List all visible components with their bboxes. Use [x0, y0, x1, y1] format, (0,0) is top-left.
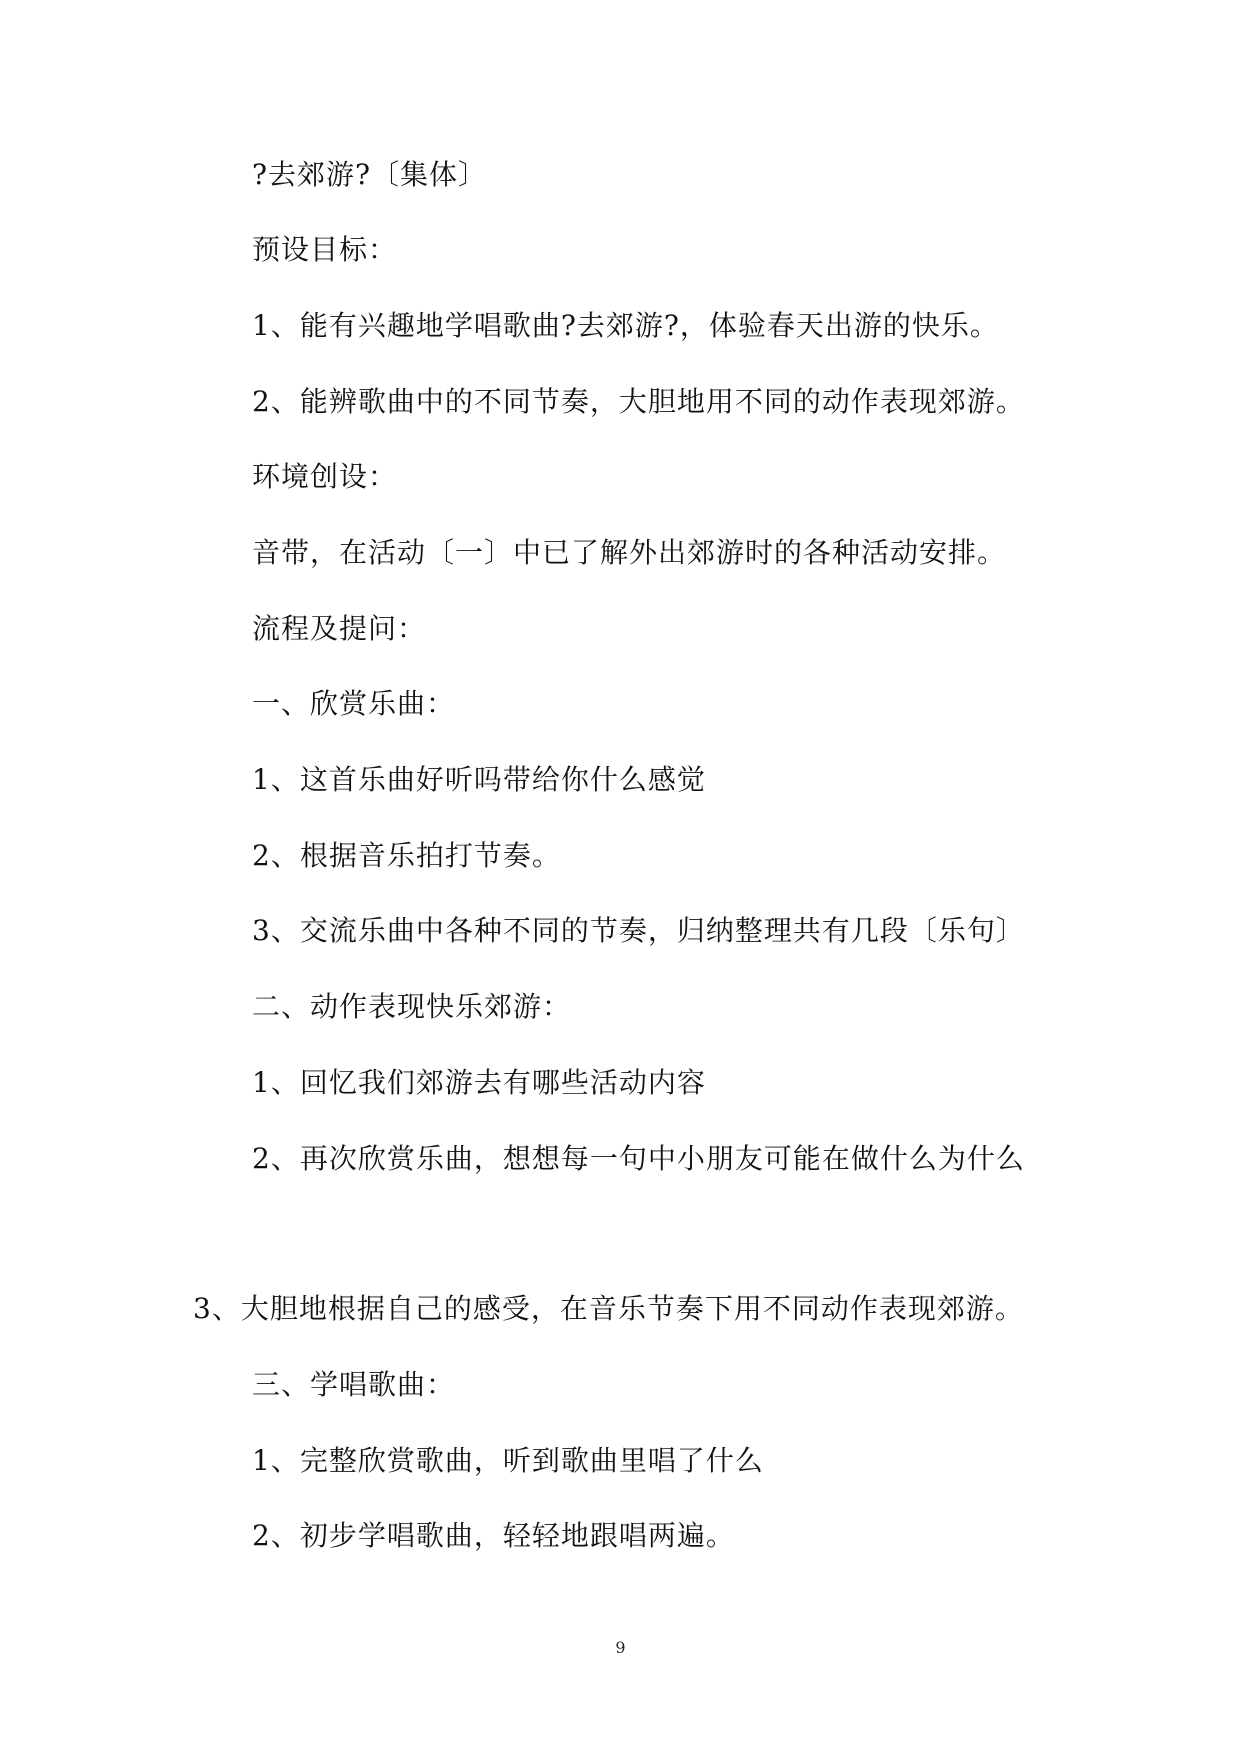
goal-item-2: 2、能辨歌曲中的不同节奏，大胆地用不同的动作表现郊游。	[252, 385, 1025, 418]
section-2-heading: 二、动作表现快乐郊游：	[252, 990, 572, 1023]
goal-item-1: 1、能有兴趣地学唱歌曲?去郊游?，体验春天出游的快乐。	[252, 309, 999, 342]
section-3-item-1: 1、完整欣赏歌曲，听到歌曲里唱了什么	[252, 1444, 764, 1477]
section-2-item-2: 2、再次欣赏乐曲，想想每一句中小朋友可能在做什么为什么	[252, 1142, 1025, 1175]
section-1-item-2: 2、根据音乐拍打节奏。	[252, 839, 561, 872]
environment-text: 音带，在活动〔一〕中已了解外出郊游时的各种活动安排。	[252, 536, 1007, 569]
section-1-heading: 一、欣赏乐曲：	[252, 687, 456, 720]
section-2-item-1: 1、回忆我们郊游去有哪些活动内容	[252, 1066, 706, 1099]
section-1-item-1: 1、这首乐曲好听吗带给你什么感觉	[252, 763, 706, 796]
section-3-heading: 三、学唱歌曲：	[252, 1368, 456, 1401]
section-3-item-2: 2、初步学唱歌曲，轻轻地跟唱两遍。	[252, 1519, 735, 1552]
page-number: 9	[615, 1638, 626, 1657]
heading-goals: 预设目标：	[252, 233, 398, 266]
section-2-item-3: 3、大胆地根据自己的感受，在音乐节奏下用不同动作表现郊游。	[193, 1292, 1024, 1325]
heading-environment: 环境创设：	[252, 460, 398, 493]
heading-process: 流程及提问：	[252, 612, 427, 645]
section-1-item-3: 3、交流乐曲中各种不同的节奏，归纳整理共有几段〔乐句〕	[252, 914, 1025, 947]
title-line: ?去郊游?〔集体〕	[252, 158, 488, 191]
